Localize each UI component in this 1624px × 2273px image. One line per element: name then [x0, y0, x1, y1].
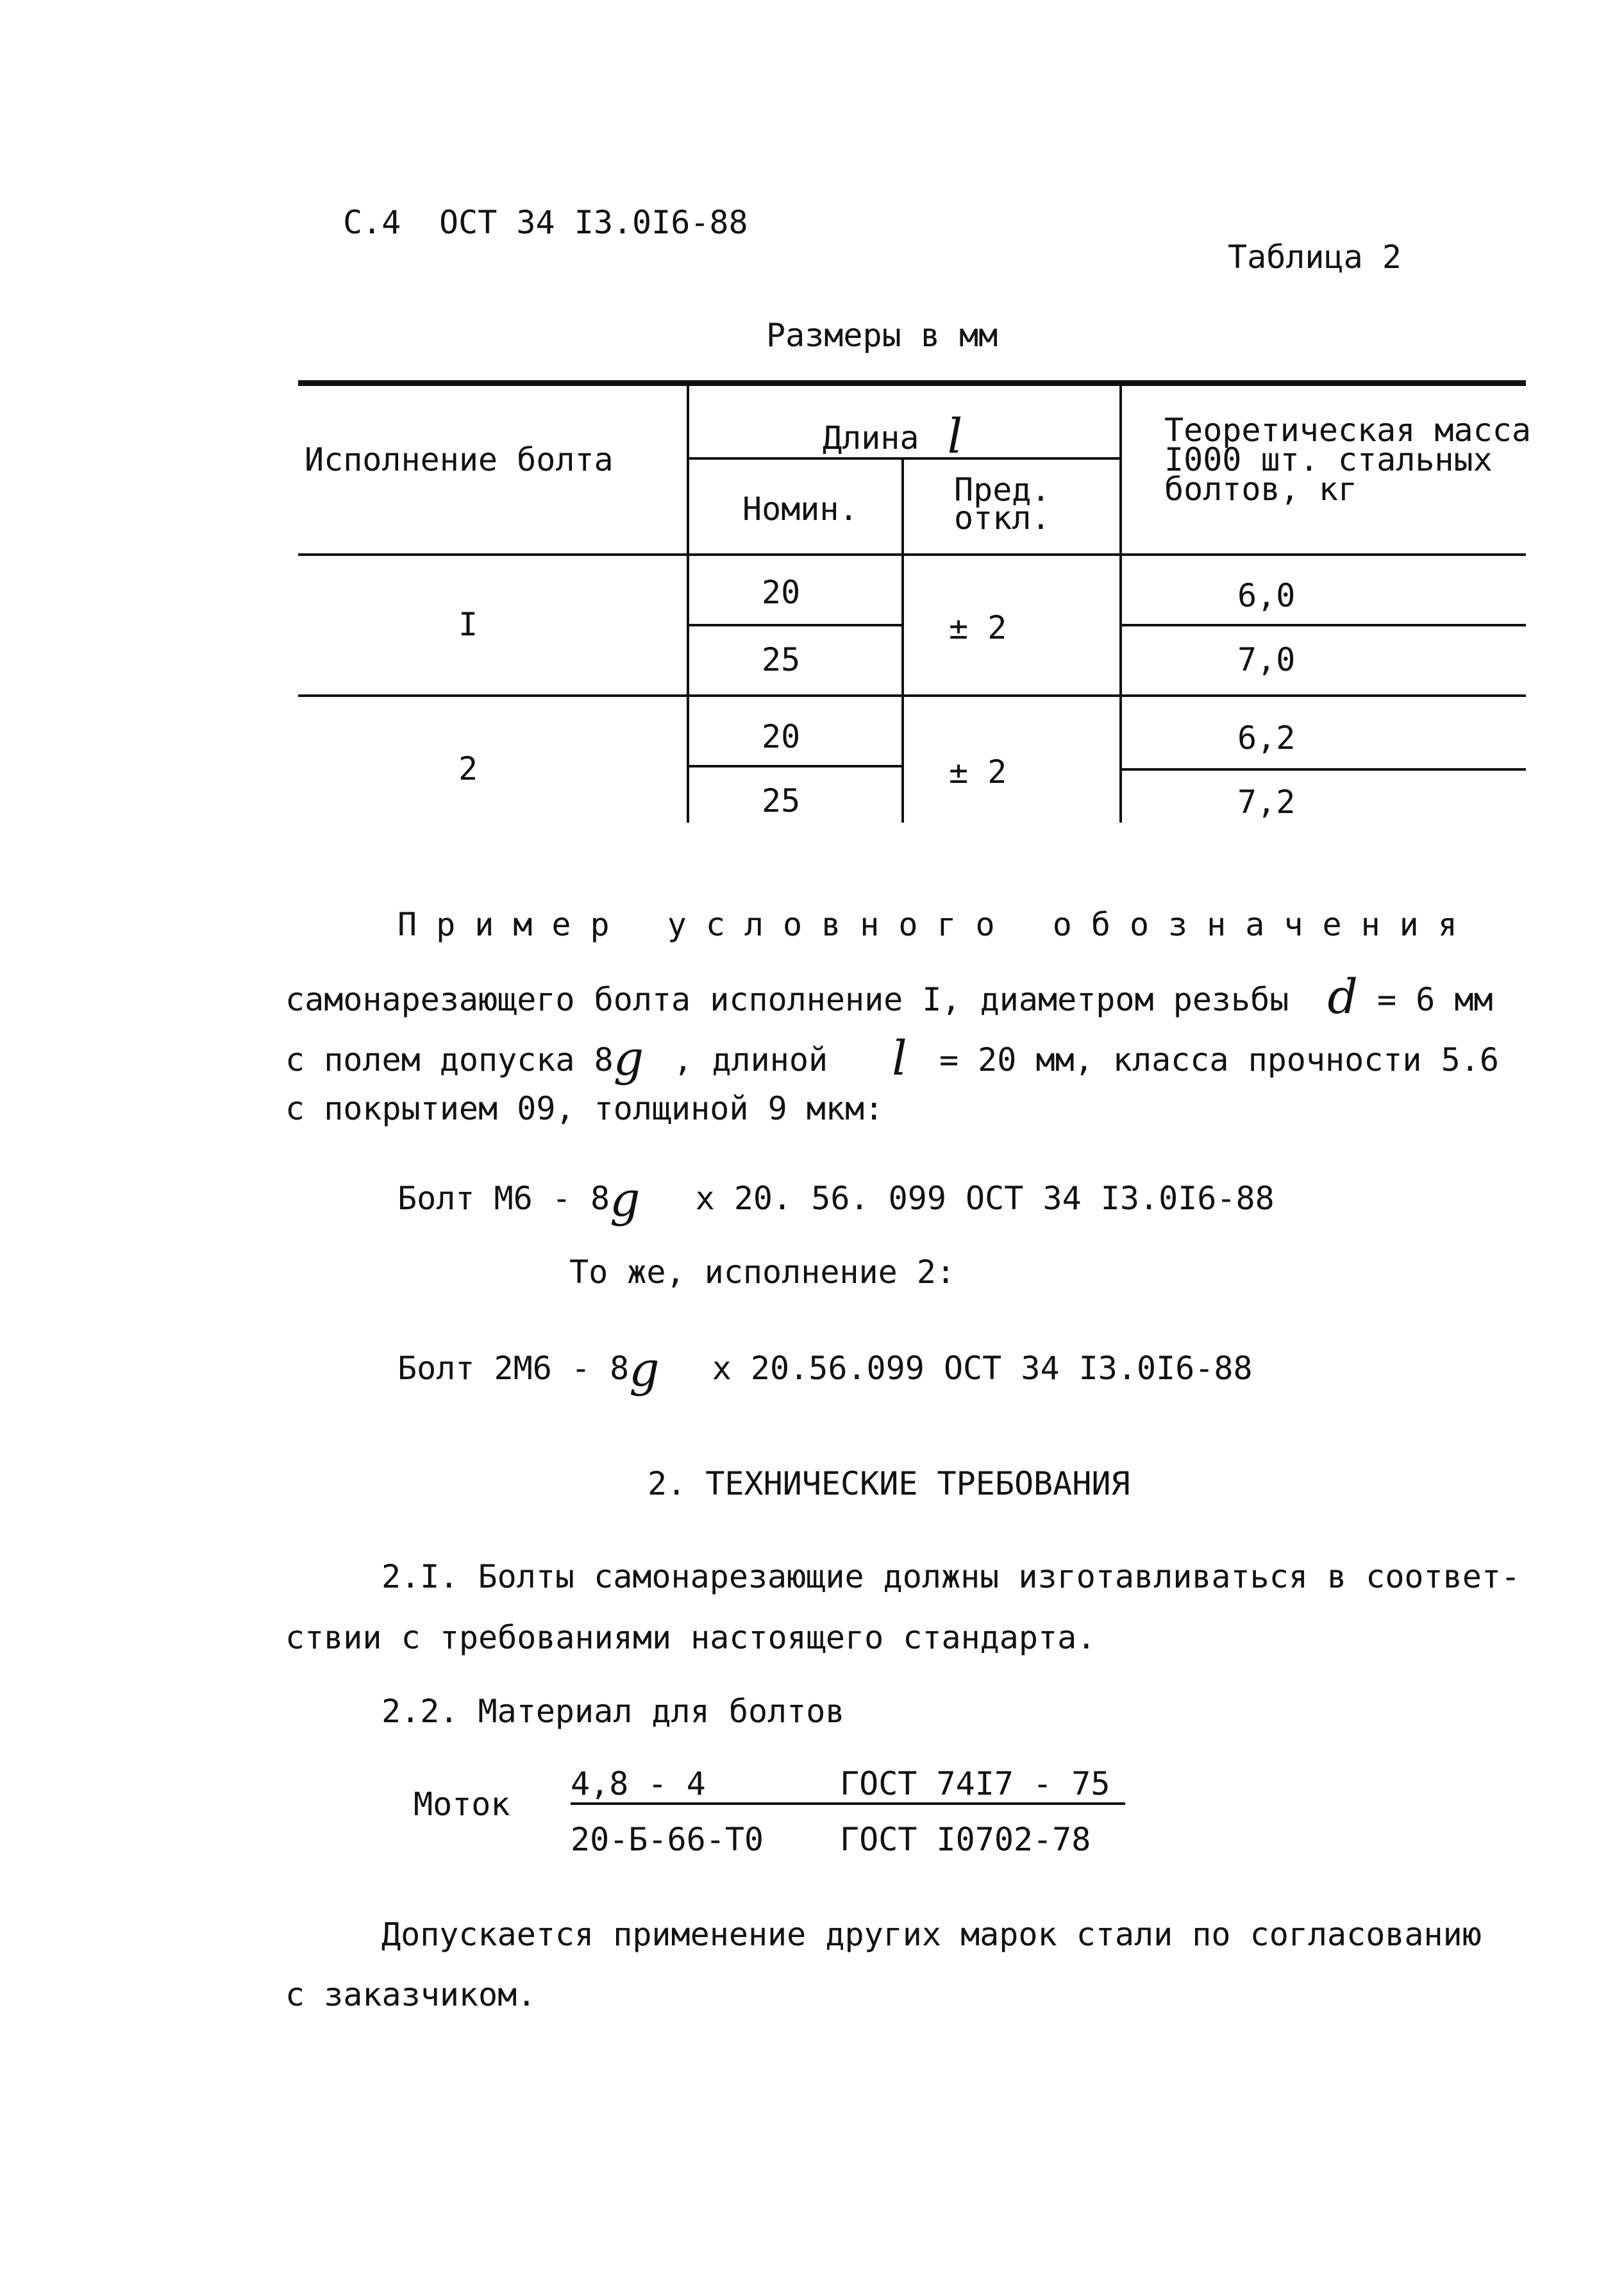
fraction-top-left: 4,8 - 4 [571, 1765, 706, 1802]
example-line2 [285, 1027, 1499, 1086]
allowance-line1: Допускается применение других марок стали по согласованию [381, 1916, 1482, 1953]
example-line2-text-c: = 20 мм, класса прочности 5.6 [939, 1041, 1499, 1078]
fraction-top-right: ГОСТ 74I7 - 75 [840, 1765, 1110, 1802]
header-length [823, 405, 963, 464]
page-code: С.4 [343, 204, 401, 241]
diameter-value: = 6 мм [1377, 981, 1493, 1018]
designation-1-b: x 20. 56. 099 ОСТ 34 I3.0I6-88 [695, 1180, 1275, 1217]
row-separator [1121, 768, 1526, 771]
example-line1 [285, 967, 1493, 1025]
table-label: Таблица 2 [1228, 239, 1402, 276]
header-variant: Исполнение болта [305, 441, 614, 478]
row-separator [1121, 624, 1526, 626]
example-line2-text-a: с полем допуска 8 [285, 1041, 614, 1078]
header-bottom-line [298, 553, 1526, 556]
header-deviation-line2: откл. [954, 499, 1051, 537]
header-deviation-line1: Пред. [954, 471, 1051, 508]
table-top-border [298, 380, 1526, 386]
designation-2-a: Болт 2М6 - 8 [398, 1350, 630, 1387]
paragraph-2-1-line1: 2.I. Болты самонарезающие должны изготавливаться в соответ- [381, 1558, 1521, 1595]
section-title: 2. ТЕХНИЧЕСКИЕ ТРЕБОВАНИЯ [648, 1465, 1130, 1502]
diameter-symbol: d [1327, 969, 1358, 1025]
designation-1-a: Болт М6 - 8 [398, 1180, 610, 1217]
paragraph-2-2: 2.2. Материал для болтов [381, 1693, 845, 1730]
allowance-line2: с заказчиком. [285, 1976, 537, 2013]
tolerance-symbol-g: g [613, 1031, 644, 1086]
header-deviation [954, 471, 1051, 537]
units-caption: Размеры в мм [766, 317, 998, 354]
mass-cell: 6,0 [1237, 577, 1296, 614]
nominal-cell: 25 [762, 641, 801, 678]
designation-2 [398, 1336, 1253, 1397]
header-mass [1164, 412, 1531, 508]
paragraph-2-1-line2: ствии с требованиями настоящего стандарта. [285, 1619, 1096, 1656]
example-line1-text: самонарезающего болта исполнение I, диаметром резьбы [285, 981, 1289, 1018]
material-fraction-bottom [571, 1821, 1091, 1858]
variant-cell: 2 [458, 750, 478, 787]
material-label: Моток [414, 1786, 510, 1823]
variant-cell: I [458, 606, 478, 643]
fraction-bottom-left: 20-Б-66-Т0 [571, 1821, 764, 1858]
mass-cell: 7,0 [1237, 641, 1296, 678]
example-line2-text-b: , длиной [673, 1041, 828, 1078]
header-mass-line3: болтов, кг [1164, 471, 1358, 508]
designation-2-b: x 20.56.099 ОСТ 34 I3.0I6-88 [712, 1350, 1253, 1387]
mass-cell: 6,2 [1237, 719, 1296, 757]
group-separator [298, 694, 1526, 697]
nominal-cell: 25 [762, 782, 801, 819]
column-divider [687, 385, 689, 823]
fraction-bottom-right: ГОСТ I0702-78 [840, 1821, 1091, 1858]
example-line3: с покрытием 09, толщиной 9 мкм: [285, 1090, 884, 1127]
length-symbol: l [947, 409, 963, 464]
tolerance-cell: ± 2 [949, 609, 1007, 646]
header-mass-line1: Теоретическая масса [1164, 412, 1531, 449]
designation-1-g: g [610, 1172, 640, 1227]
row-separator [688, 624, 903, 626]
same-note: То же, исполнение 2: [569, 1254, 956, 1291]
header-length-label: Длина [823, 419, 919, 457]
header-mass-line2: I000 шт. стальных [1164, 441, 1493, 478]
designation-2-g: g [629, 1342, 660, 1397]
mass-cell: 7,2 [1237, 784, 1296, 821]
row-separator [688, 765, 903, 767]
column-divider [1119, 385, 1122, 823]
standard-number: ОСТ 34 I3.0I6-88 [439, 204, 748, 241]
nominal-cell: 20 [762, 718, 801, 755]
nominal-cell: 20 [762, 574, 801, 611]
column-divider [901, 458, 904, 823]
designation-1 [398, 1166, 1275, 1227]
material-fraction-line [571, 1765, 1125, 1805]
length-symbol-l: l [892, 1031, 907, 1086]
example-heading: Пример условного обозначения [398, 906, 1477, 943]
header-nominal: Номин. [742, 491, 858, 528]
tolerance-cell: ± 2 [949, 753, 1007, 791]
